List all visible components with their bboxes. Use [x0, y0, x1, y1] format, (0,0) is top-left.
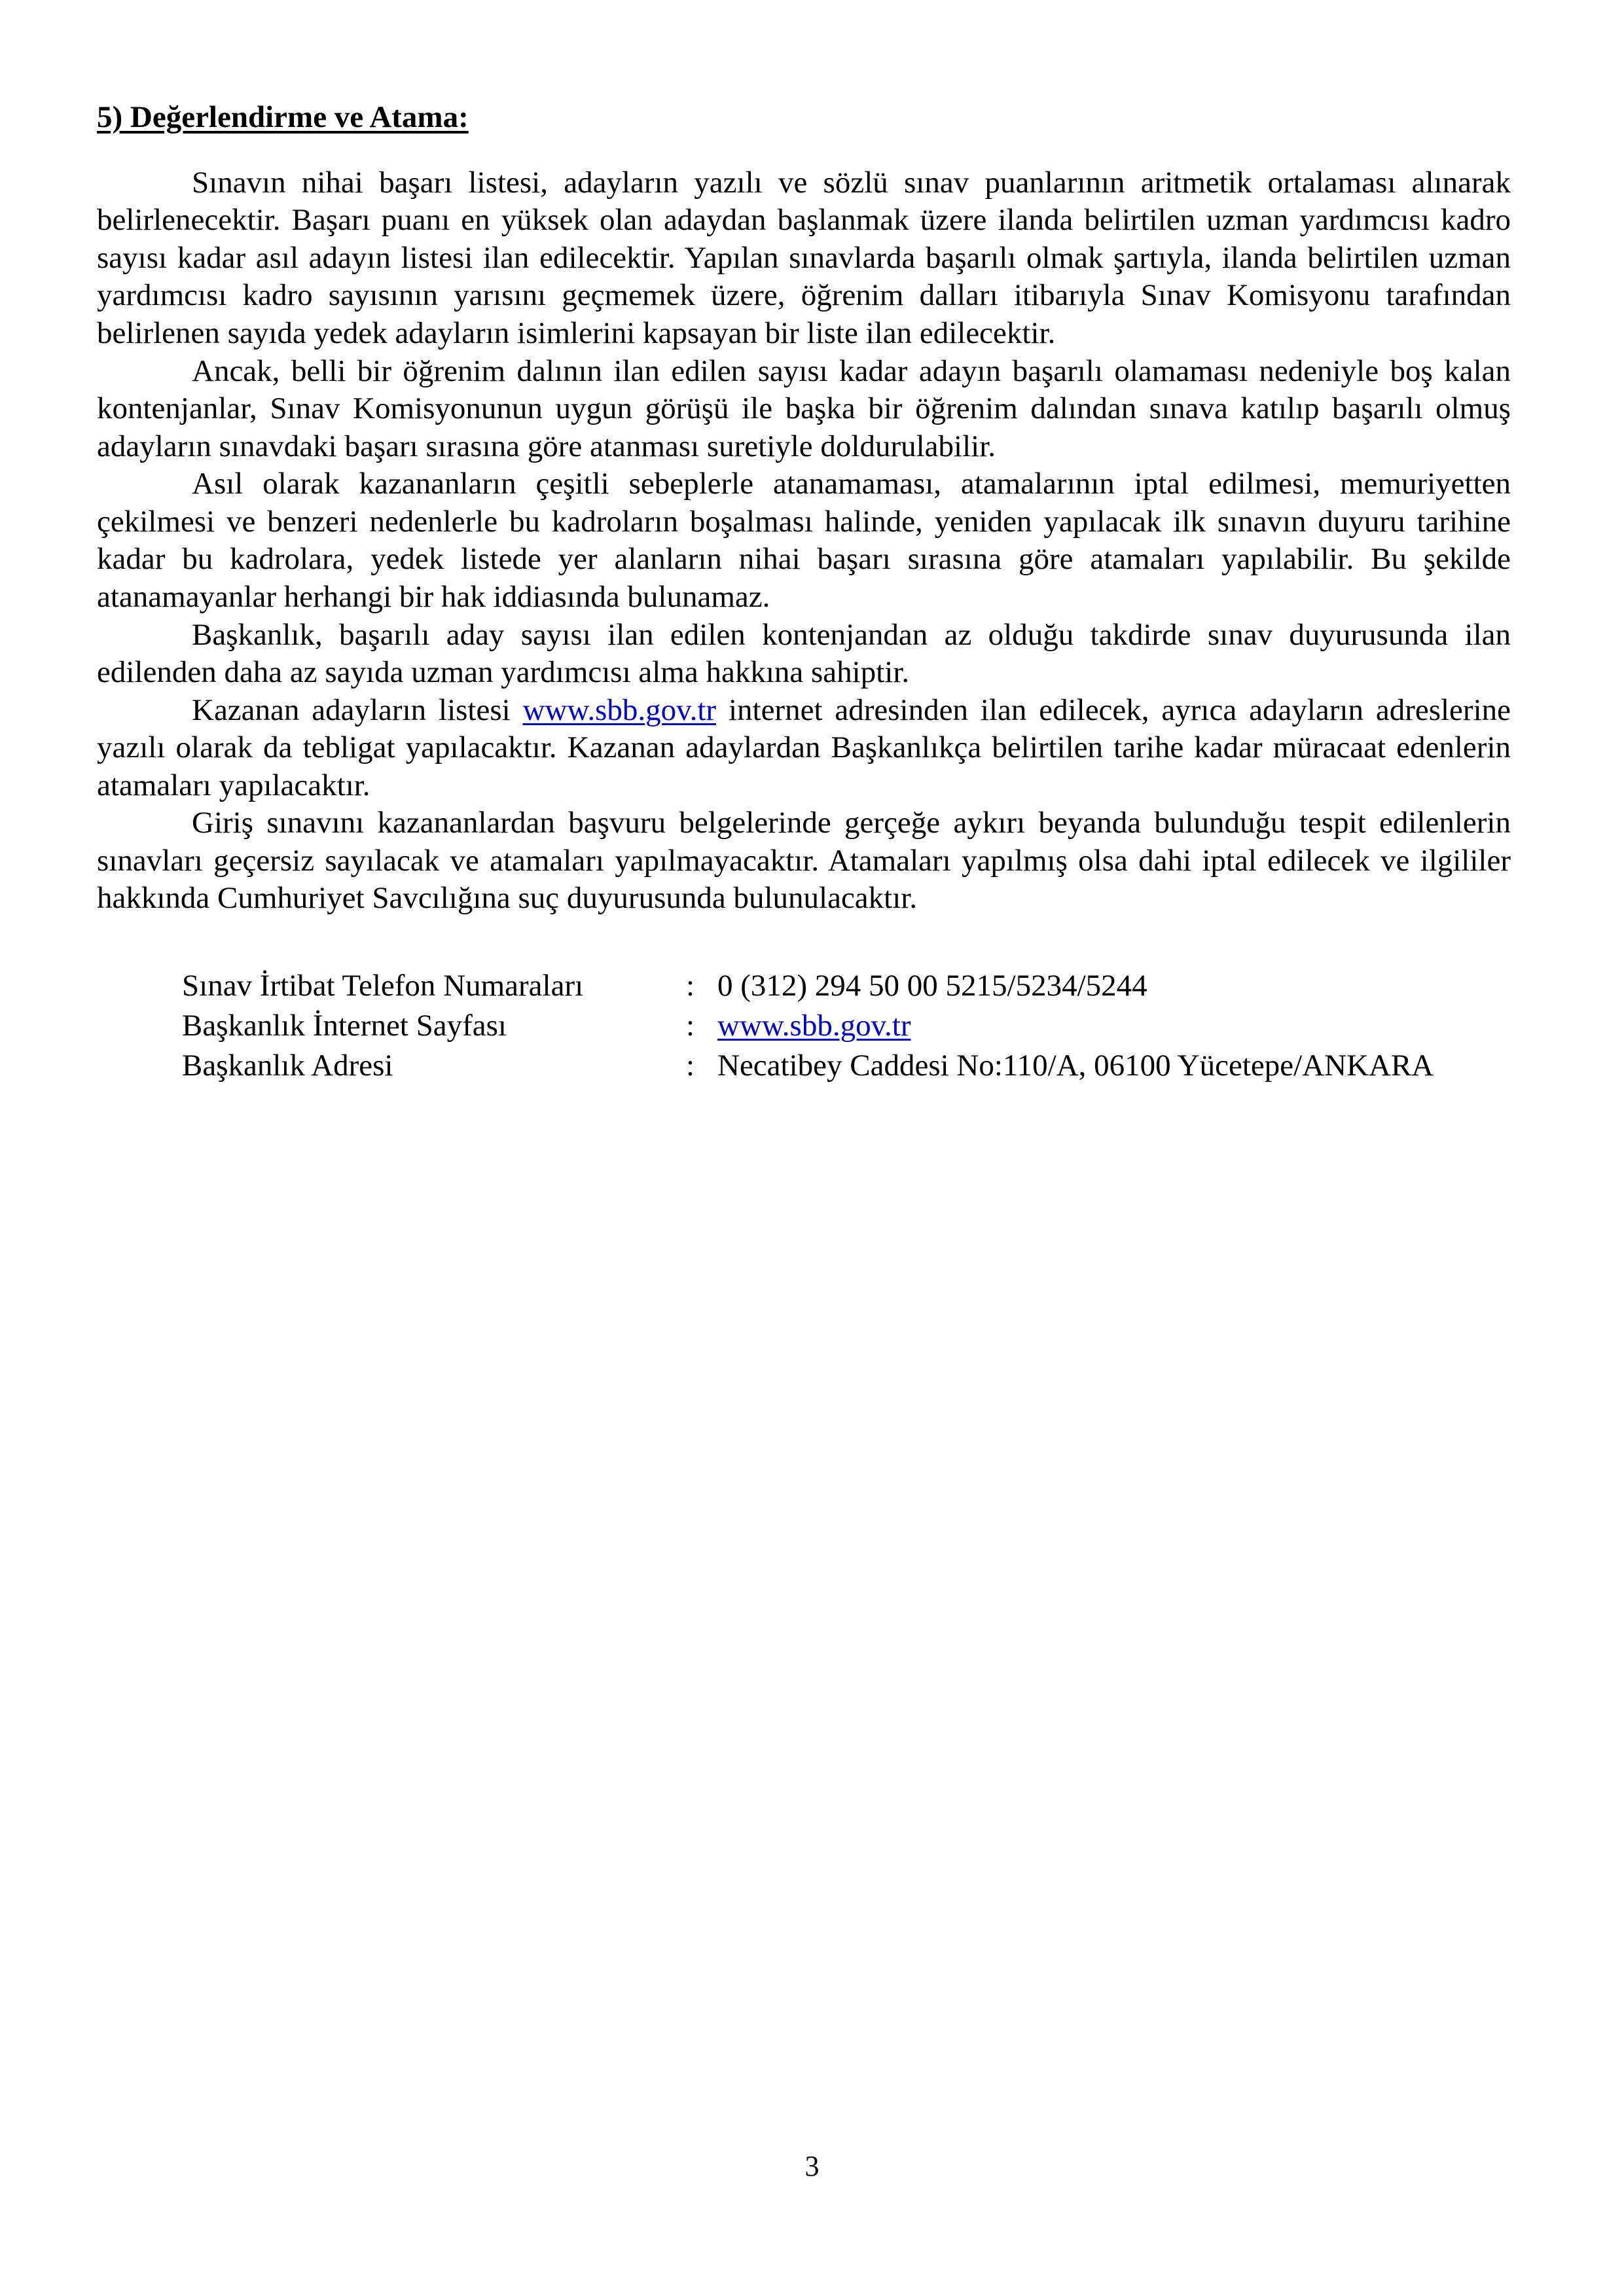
sbb-website-link-inline[interactable]: www.sbb.gov.tr [522, 692, 717, 727]
contact-label-phone: Sınav İrtibat Telefon Numaraları [182, 969, 584, 1003]
paragraph-2: Ancak, belli bir öğrenim dalının ilan edilen sayısı kadar adayın başarılı olamaması nedeniyle boş kalan kontenjanlar, Sınav Komisyonunun uygun görüşü ile başka bir öğrenim dalından sınava katılıp başarılı olmuş adayların sınavdaki başarı sırasına göre atanması suretiyle doldurulabilir. [97, 353, 1511, 463]
contact-label-address: Başkanlık Adresi [182, 1049, 393, 1083]
contact-info-block [182, 966, 1434, 1086]
contact-row-website [182, 1006, 1434, 1046]
paragraph-1: Sınavın nihai başarı listesi, adayların yazılı ve sözlü sınav puanlarının aritmetik ortalaması alınarak belirlenecektir. Başarı puanı en yüksek olan adaydan başlanmak üzere ilanda belirtilen uzman yardımcısı kadro sayısı kadar asıl adayın listesi ilan edilecektir. Yapılan sınavlarda başarılı olmak şartıyla, ilanda belirtilen uzman yardımcısı kadro sayısının yarısını geçmemek üzere, öğrenim dalları itibarıyla Sınav Komisyonu tarafından belirlenen sayıda yedek adayların isimlerini kapsayan bir liste ilan edilecektir. [97, 165, 1511, 350]
contact-row-phone [182, 966, 1434, 1006]
sbb-website-link-contact[interactable]: www.sbb.gov.tr [717, 1009, 911, 1043]
paragraph-5-before-link: Kazanan adayların listesi [192, 692, 523, 727]
contact-separator-address: : [686, 1049, 695, 1083]
paragraph-5-with-link [97, 692, 1511, 805]
contact-label-website: Başkanlık İnternet Sayfası [182, 1009, 507, 1043]
page-number: 3 [804, 2150, 820, 2182]
paragraph-3: Asıl olarak kazananların çeşitli sebeplerle atanamaması, atamalarının iptal edilmesi, memuriyetten çekilmesi ve benzeri nedenlerle bu kadroların boşalması halinde, yeniden yapılacak ilk sınavın duyuru tarihine kadar bu kadrolara, yedek listede yer alanların nihai başarı sırasına göre atamaları yapılabilir. Bu şekilde atanamayanlar herhangi bir hak iddiasında bulunamaz. [97, 467, 1511, 614]
document-body [97, 98, 1511, 1086]
contact-value-address: Necatibey Caddesi No:110/A, 06100 Yücetepe/ANKARA [717, 1049, 1434, 1083]
contact-value-phone: 0 (312) 294 50 00 5215/5234/5244 [717, 969, 1147, 1003]
contact-separator-phone: : [686, 969, 695, 1003]
paragraph-5-after-link: internet adresinden ilan edilecek, ayrıca adayların adreslerine yazılı olarak da tebligat yapılacaktır. Kazanan adaylardan Başkanlıkça belirtilen tarihe kadar müracaat edenlerin atamaları yapılacaktır. [97, 692, 1511, 802]
contact-value-website [717, 1006, 1434, 1046]
contact-separator-website: : [686, 1009, 695, 1043]
contact-row-address [182, 1046, 1434, 1086]
section-heading-text: 5) Değerlendirme ve Atama: [97, 100, 469, 134]
section-heading [97, 98, 1511, 137]
paragraph-6: Giriş sınavını kazananlardan başvuru belgelerinde gerçeğe aykırı beyanda bulunduğu tespit edilenlerin sınavları geçersiz sayılacak ve atamaları yapılmayacaktır. Atamaları yapılmış olsa dahi iptal edilecek ve ilgililer hakkında Cumhuriyet Savcılığına suç duyurusunda bulunulacaktır. [97, 806, 1511, 916]
paragraph-4: Başkanlık, başarılı aday sayısı ilan edilen kontenjandan az olduğu takdirde sınav duyurusunda ilan edilenden daha az sayıda uzman yardımcısı alma hakkına sahiptir. [97, 617, 1511, 690]
